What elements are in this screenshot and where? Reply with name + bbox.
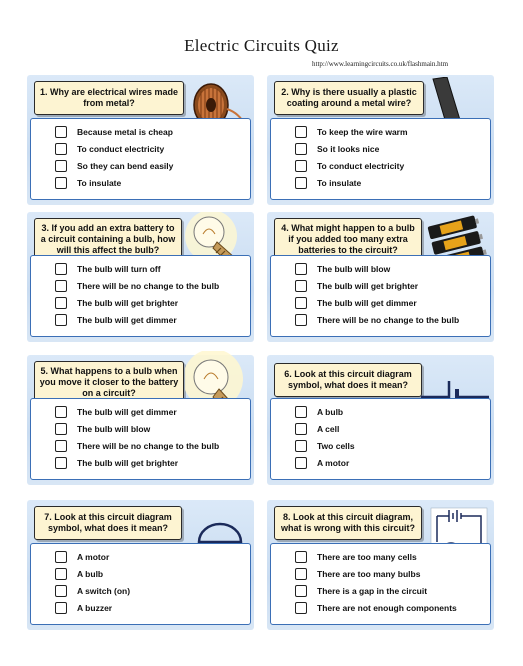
answer-label: Because metal is cheap [77, 126, 173, 137]
answer-checkbox[interactable] [55, 602, 67, 614]
answer-label: A bulb [77, 568, 104, 579]
answer-checkbox[interactable] [55, 551, 67, 563]
answer-label: The bulb will get brighter [317, 280, 419, 291]
answer-label: A buzzer [77, 602, 113, 613]
answer-checkbox[interactable] [55, 263, 67, 275]
answer-label: A bulb [317, 406, 344, 417]
answer-label: A switch (on) [77, 585, 131, 596]
answer-checkbox[interactable] [295, 585, 307, 597]
answer-label: To insulate [77, 177, 122, 188]
question-card-8 [267, 500, 494, 630]
answer-checkbox[interactable] [55, 314, 67, 326]
answer-option[interactable] [295, 294, 490, 311]
answer-label: The bulb will turn off [77, 263, 161, 274]
answer-option[interactable] [295, 174, 490, 191]
question-text: 1. Why are electrical wires made from metal? [34, 81, 184, 115]
answer-option[interactable] [55, 548, 250, 565]
answer-label: A cell [317, 423, 340, 434]
answer-option[interactable] [295, 311, 490, 328]
answer-label: The bulb will get dimmer [317, 297, 417, 308]
answer-label: A motor [317, 457, 350, 468]
question-card-4 [267, 212, 494, 342]
question-card-5 [27, 355, 254, 485]
answer-option[interactable] [55, 582, 250, 599]
page-title: Electric Circuits Quiz [184, 36, 339, 55]
answer-label: So they can bend easily [77, 160, 174, 171]
answer-checkbox[interactable] [295, 551, 307, 563]
answer-box [270, 118, 491, 200]
answer-checkbox[interactable] [295, 568, 307, 580]
answer-label: The bulb will get dimmer [77, 314, 177, 325]
answer-option[interactable] [55, 565, 250, 582]
answer-checkbox[interactable] [295, 423, 307, 435]
answer-option[interactable] [295, 565, 490, 582]
question-card-1 [27, 75, 254, 205]
answer-checkbox[interactable] [55, 568, 67, 580]
answer-option[interactable] [55, 157, 250, 174]
answer-checkbox[interactable] [295, 160, 307, 172]
answer-option[interactable] [295, 548, 490, 565]
answer-checkbox[interactable] [295, 143, 307, 155]
answer-checkbox[interactable] [55, 457, 67, 469]
answer-option[interactable] [55, 260, 250, 277]
answer-label: The bulb will blow [317, 263, 391, 274]
question-card-2 [267, 75, 494, 205]
answer-box [30, 398, 251, 480]
answer-checkbox[interactable] [295, 314, 307, 326]
answer-option[interactable] [55, 140, 250, 157]
question-text: 5. What happens to a bulb when you move it closer to the battery on a circuit? [34, 361, 184, 403]
answer-label: There are too many cells [317, 551, 417, 562]
answer-label: So it looks nice [317, 143, 380, 154]
answer-option[interactable] [295, 123, 490, 140]
answer-label: A motor [77, 551, 110, 562]
answer-label: To conduct electricity [77, 143, 165, 154]
question-text: 7. Look at this circuit diagram symbol, what does it mean? [34, 506, 182, 540]
answer-option[interactable] [55, 294, 250, 311]
question-text: 2. Why is there usually a plastic coating around a metal wire? [274, 81, 424, 115]
answer-option[interactable] [55, 437, 250, 454]
answer-option[interactable] [295, 420, 490, 437]
answer-checkbox[interactable] [55, 423, 67, 435]
answer-label: There are too many bulbs [317, 568, 421, 579]
answer-option[interactable] [55, 311, 250, 328]
question-card-7 [27, 500, 254, 630]
answer-box [270, 543, 491, 625]
question-text: 8. Look at this circuit diagram, what is wrong with this circuit? [274, 506, 422, 540]
answer-checkbox[interactable] [55, 143, 67, 155]
answer-checkbox[interactable] [55, 406, 67, 418]
source-url: http://www.learningcircuits.co.uk/flashmain.htm [312, 60, 449, 68]
answer-label: The bulb will get dimmer [77, 406, 177, 417]
answer-option[interactable] [295, 582, 490, 599]
answer-label: There are not enough components [317, 602, 457, 613]
answer-option[interactable] [295, 403, 490, 420]
answer-checkbox[interactable] [55, 126, 67, 138]
answer-option[interactable] [295, 454, 490, 471]
answer-option[interactable] [55, 599, 250, 616]
answer-option[interactable] [55, 403, 250, 420]
answer-label: There will be no change to the bulb [317, 314, 460, 325]
answer-checkbox[interactable] [295, 263, 307, 275]
answer-option[interactable] [295, 599, 490, 616]
answer-option[interactable] [295, 140, 490, 157]
answer-checkbox[interactable] [295, 602, 307, 614]
answer-label: The bulb will get brighter [77, 457, 179, 468]
answer-label: To conduct electricity [317, 160, 405, 171]
answer-label: There will be no change to the bulb [77, 440, 220, 451]
answer-label: To keep the wire warm [317, 126, 408, 137]
answer-box [30, 543, 251, 625]
answer-box [270, 255, 491, 337]
answer-checkbox[interactable] [55, 585, 67, 597]
question-text: 6. Look at this circuit diagram symbol, what does it mean? [274, 363, 422, 397]
answer-label: To insulate [317, 177, 362, 188]
question-card-6 [267, 355, 494, 485]
answer-option[interactable] [295, 157, 490, 174]
answer-checkbox[interactable] [295, 457, 307, 469]
answer-option[interactable] [55, 174, 250, 191]
answer-label: There is a gap in the circuit [317, 585, 428, 596]
answer-checkbox[interactable] [295, 280, 307, 292]
answer-box [270, 398, 491, 480]
answer-checkbox[interactable] [55, 297, 67, 309]
answer-checkbox[interactable] [295, 297, 307, 309]
answer-option[interactable] [295, 437, 490, 454]
answer-option[interactable] [55, 454, 250, 471]
answer-label: The bulb will get brighter [77, 297, 179, 308]
answer-checkbox[interactable] [55, 160, 67, 172]
answer-checkbox[interactable] [295, 177, 307, 189]
question-text: 3. If you add an extra battery to a circuit containing a bulb, how will this affect the bulb? [34, 218, 182, 260]
answer-option[interactable] [55, 277, 250, 294]
answer-option[interactable] [295, 260, 490, 277]
answer-option[interactable] [55, 123, 250, 140]
answer-checkbox[interactable] [295, 126, 307, 138]
question-card-3 [27, 212, 254, 342]
question-text: 4. What might happen to a bulb if you added too many extra batteries to the circuit? [274, 218, 422, 260]
answer-box [30, 255, 251, 337]
answer-box [30, 118, 251, 200]
answer-option[interactable] [55, 420, 250, 437]
answer-label: Two cells [317, 440, 355, 451]
answer-checkbox[interactable] [55, 440, 67, 452]
answer-checkbox[interactable] [55, 177, 67, 189]
answer-checkbox[interactable] [55, 280, 67, 292]
answer-label: The bulb will blow [77, 423, 151, 434]
answer-checkbox[interactable] [295, 440, 307, 452]
answer-option[interactable] [295, 277, 490, 294]
answer-label: There will be no change to the bulb [77, 280, 220, 291]
answer-checkbox[interactable] [295, 406, 307, 418]
